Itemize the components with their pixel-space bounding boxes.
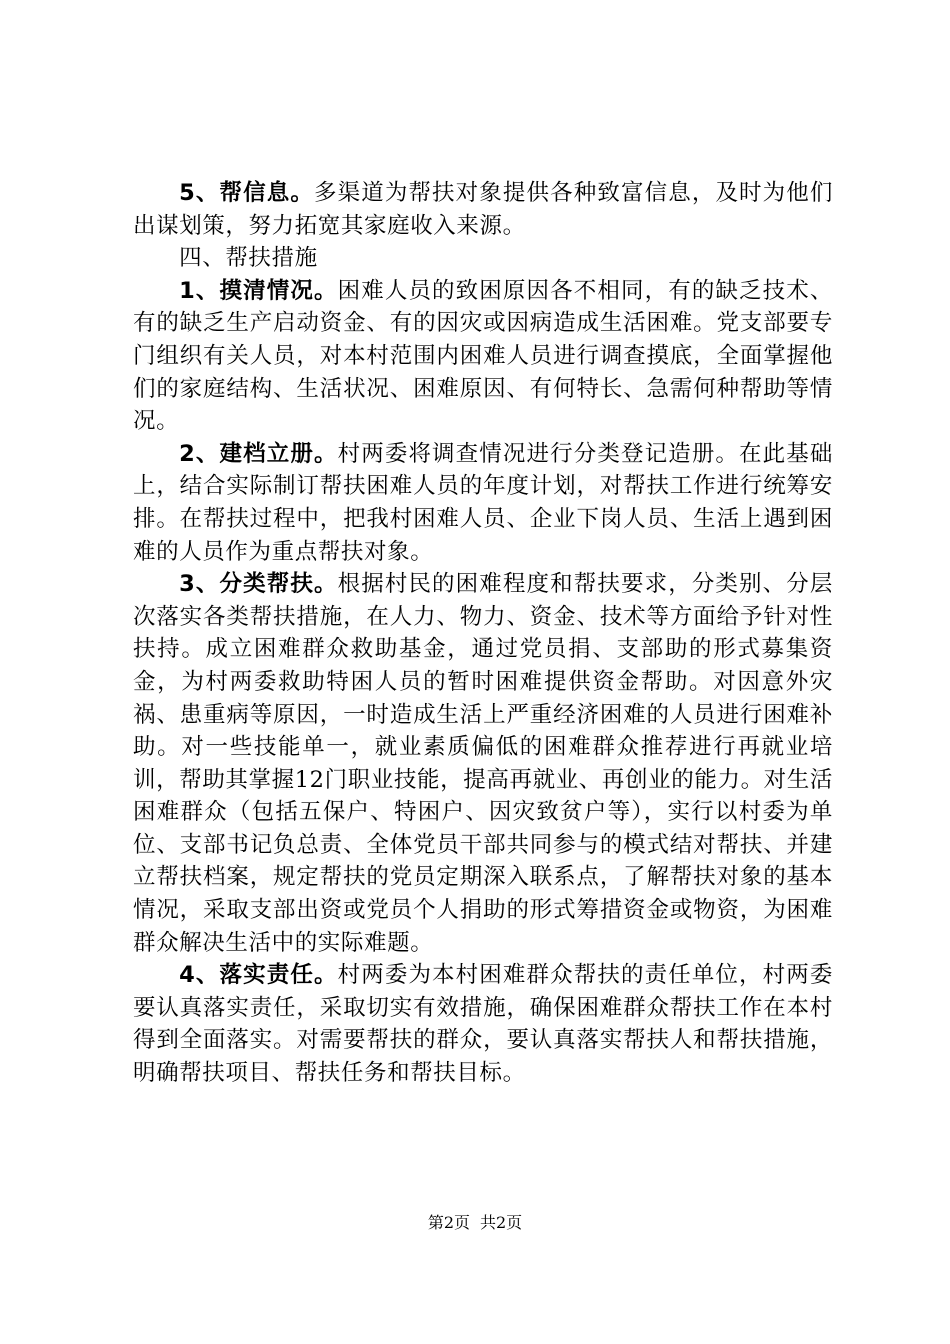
paragraph-text: 村两委将调查情况进行分类登记造册。在此基础上，结合实际制订帮扶困难人员的年度计划，对帮扶工作进行统筹安排。在帮扶过程中，把我村困难人员、企业下岗人员、生活上遇到困难的人员作为重点帮扶对象。	[133, 440, 833, 565]
paragraph-text: 根据村民的困难程度和帮扶要求，分类别、分层次落实各类帮扶措施，在人力、物力、资金、技术等方面给予针对性扶持。成立困难群众救助基金，通过党员捐、支部助的形式募集资金，为村两委救助特困人员的暂时困难提供资金帮助。对因意外灾祸、患重病等原因，一时造成生活上严重经济困难的人员进行困难补助。对一些技能单一，就业素质偏低的困难群众推荐进行再就业培训，帮助其掌握12门职业技能，提高再就业、再创业的能力。对生活困难群众（包括五保户、特困户、因灾致贫户等），实行以村委为单位、支部书记负总责、全体党员干部共同参与的模式结对帮扶、并建立帮扶档案，规定帮扶的党员定期深入联系点，了解帮扶对象的基本情况，采取支部出资或党员个人捐助的形式筹措资金或物资，为困难群众解决生活中的实际难题。	[133, 571, 833, 956]
section-heading	[133, 242, 833, 275]
paragraph-fenlei-bangfu	[133, 568, 833, 959]
paragraph-text: 困难人员的致困原因各不相同，有的缺乏技术、有的缺乏生产启动资金、有的因灾或因病造成生活困难。党支部要专门组织有关人员，对本村范围内困难人员进行调查摸底，全面掌握他们的家庭结构、生活状况、困难原因、有何特长、急需何种帮助等情况。	[133, 277, 833, 435]
paragraph-lead: 4、落实责任。	[179, 962, 338, 989]
paragraph-text: 多渠道为帮扶对象提供各种致富信息，及时为他们出谋划策，努力拓宽其家庭收入来源。	[133, 180, 834, 239]
paragraph-lead: 2、建档立册。	[179, 440, 338, 467]
paragraph-text: 村两委为本村困难群众帮扶的责任单位，村两委要认真落实责任，采取切实有效措施，确保困难群众帮扶工作在本村得到全面落实。对需要帮扶的群众，要认真落实帮扶人和帮扶措施，明确帮扶项目、帮扶任务和帮扶目标。	[133, 962, 833, 1087]
section-heading-text: 四、帮扶措施	[179, 245, 318, 272]
paragraph-jiandang-lice	[133, 438, 833, 568]
paragraph-luoshi-zeren	[133, 959, 833, 1089]
paragraph-lead: 3、分类帮扶。	[179, 571, 338, 598]
paragraph-bang-xinxi	[133, 177, 833, 242]
paragraph-moqing-qingkuang	[133, 275, 833, 438]
paragraph-lead: 5、帮信息。	[179, 180, 314, 206]
document-body	[133, 177, 833, 1090]
paragraph-lead: 1、摸清情况。	[179, 277, 338, 304]
page-footer	[0, 1213, 950, 1233]
page-number-total: 共2页	[480, 1213, 523, 1232]
page-number-current: 第2页	[427, 1213, 470, 1232]
